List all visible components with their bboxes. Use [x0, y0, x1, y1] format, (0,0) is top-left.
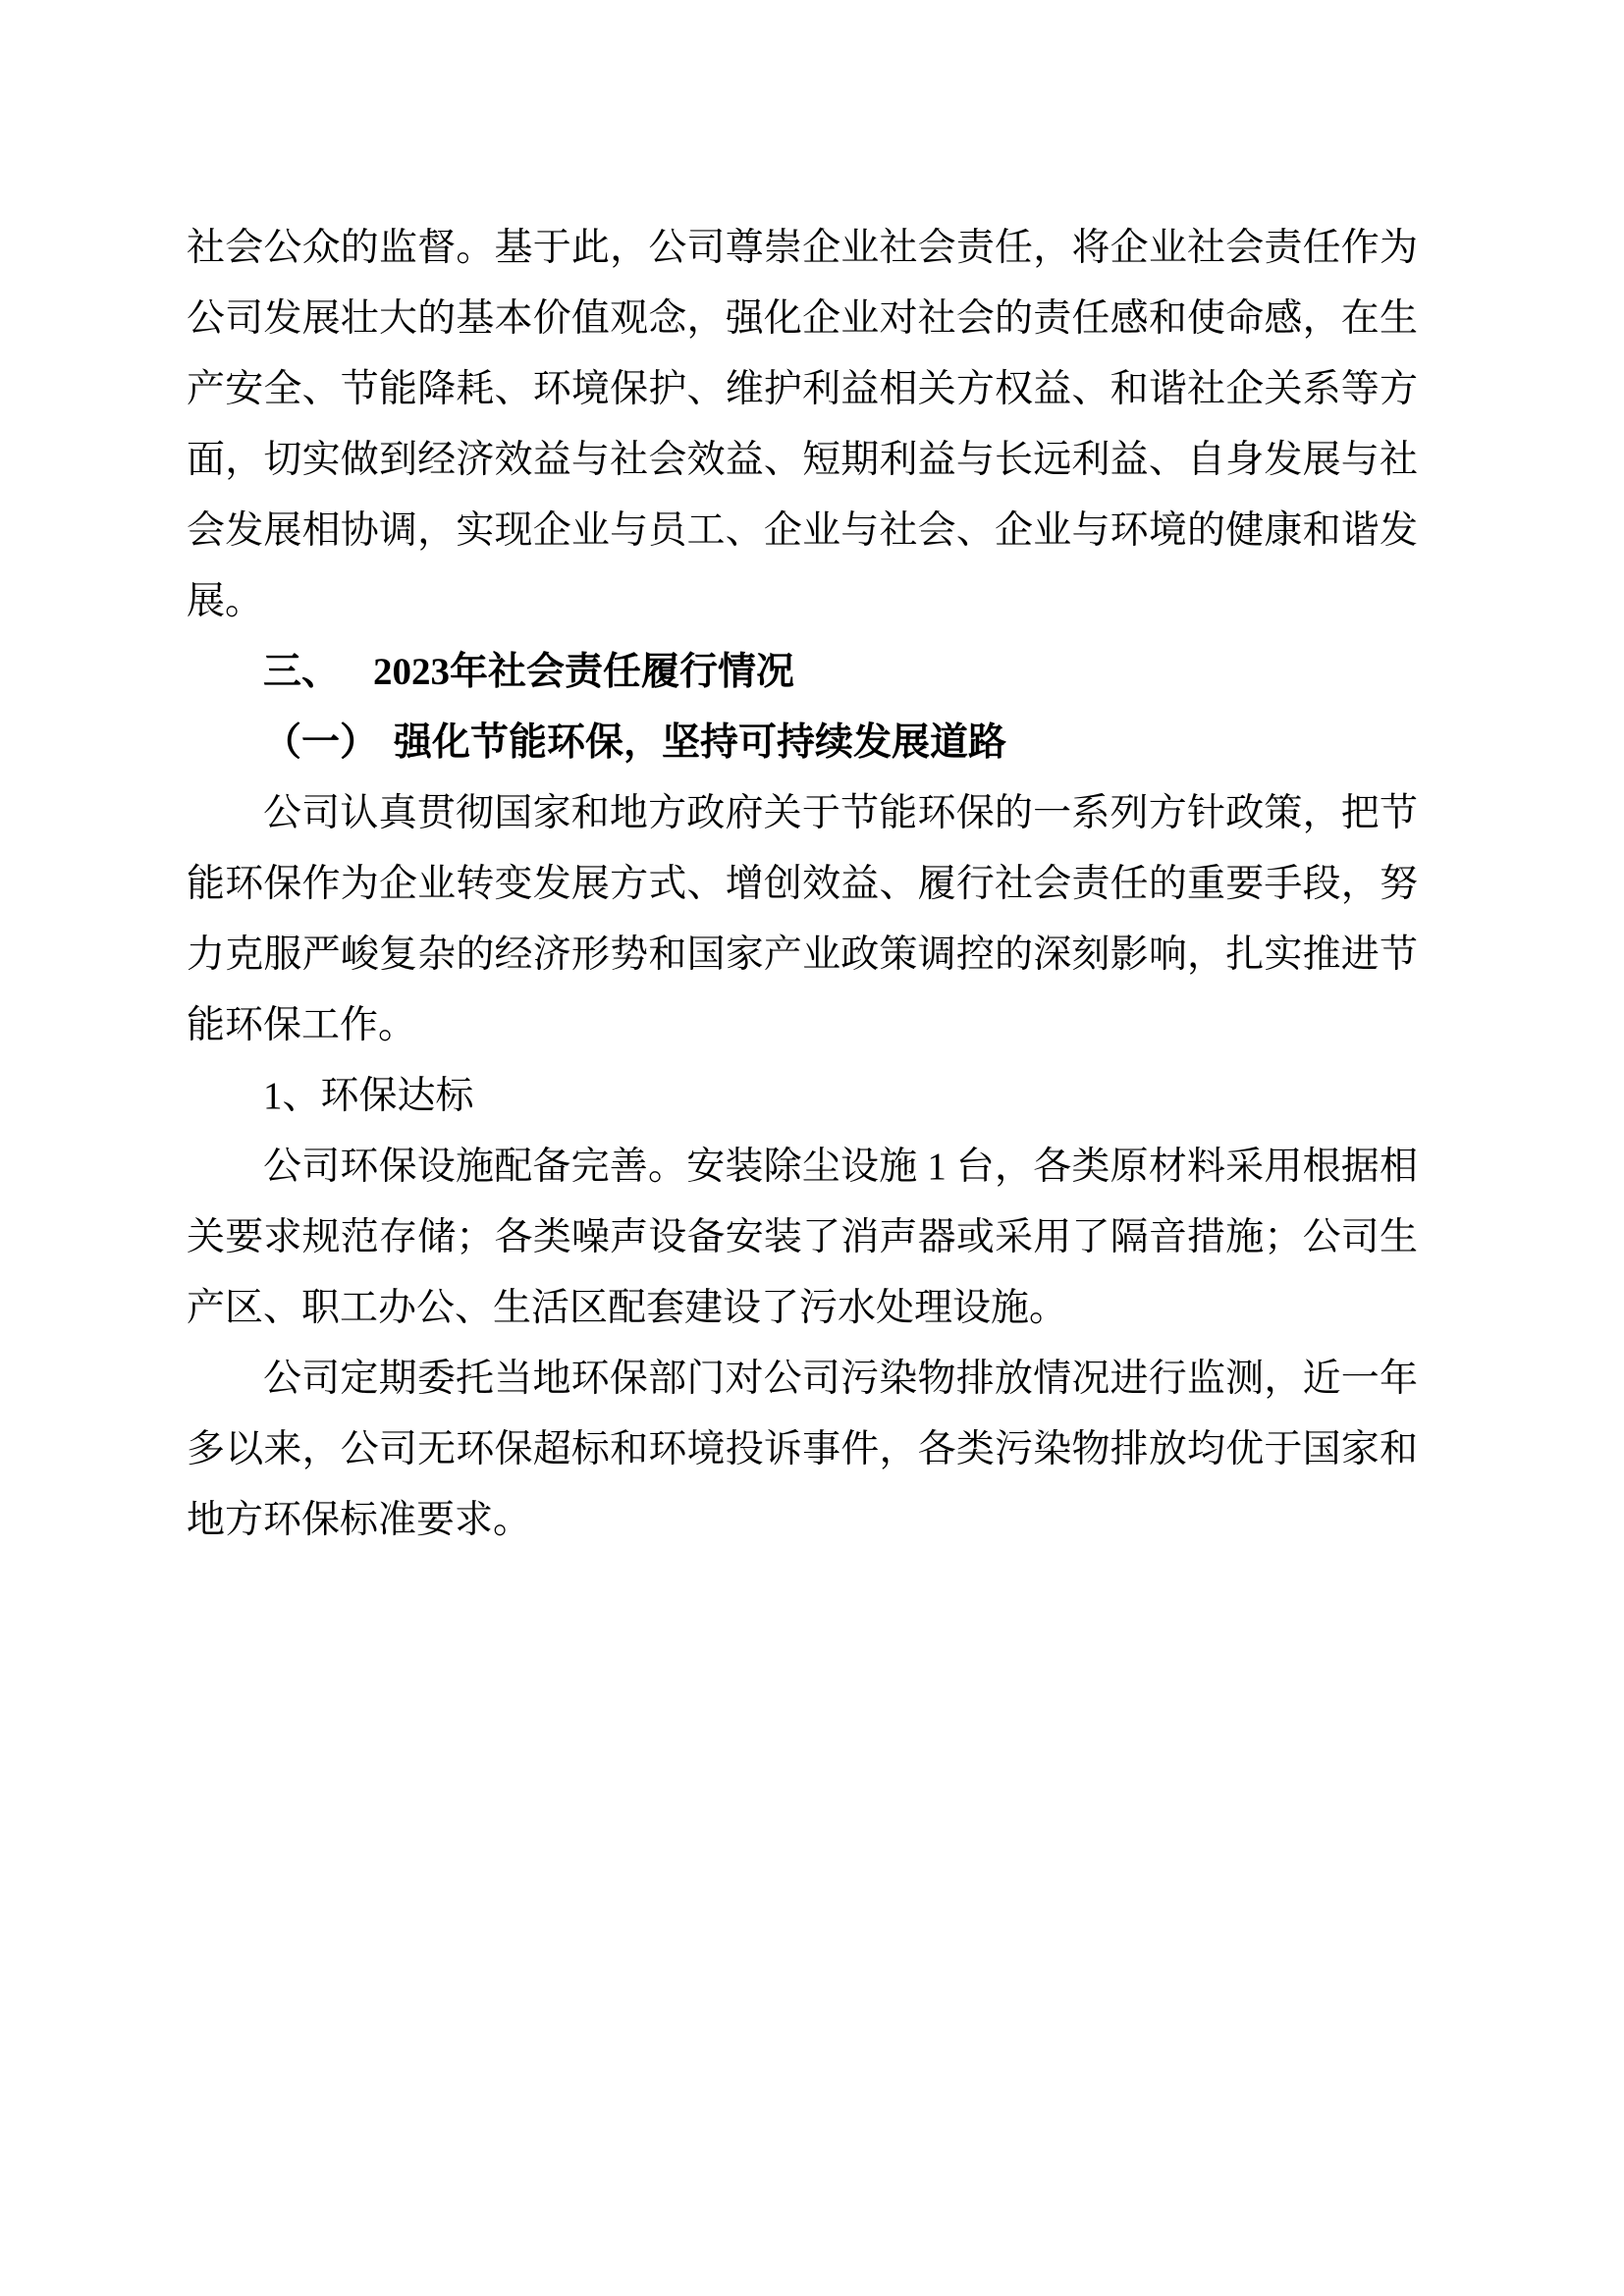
- text-line: 社会公众的监督。基于此，公司尊崇企业社会责任，将企业社会责任作为: [187, 227, 1418, 269]
- text-line: 地方环保标准要求。: [187, 1499, 532, 1541]
- text-line: 产区、职工办公、生活区配套建设了污水处理设施。: [187, 1287, 1068, 1329]
- document-content: [187, 213, 1418, 1556]
- text-line: 多以来，公司无环保超标和环境投诉事件，各类污染物排放均优于国家和: [187, 1428, 1418, 1470]
- text-line: 力克服严峻复杂的经济形势和国家产业政策调控的深刻影响，扎实推进节: [187, 934, 1418, 976]
- numbered-subheading: 1、环保达标: [263, 1075, 474, 1117]
- text-line: 能环保工作。: [187, 1004, 417, 1046]
- text-line: 会发展相协调，实现企业与员工、企业与社会、企业与环境的健康和谐发: [187, 509, 1418, 552]
- text-line: 能环保作为企业转变发展方式、增创效益、履行社会责任的重要手段，努: [187, 863, 1418, 905]
- text-line: 公司环保设施配备完善。安装除尘设施 1 台，各类原材料采用根据相: [263, 1146, 1418, 1188]
- section-heading-number: 三、: [263, 651, 341, 693]
- text-line: 公司定期委托当地环保部门对公司污染物排放情况进行监测，近一年: [263, 1358, 1418, 1400]
- paragraph: [187, 1344, 1418, 1556]
- paragraph: [187, 213, 1418, 637]
- section-heading-title: 2023年社会责任履行情况: [373, 651, 795, 693]
- paragraph: [187, 1132, 1418, 1344]
- text-line: 公司发展壮大的基本价值观念，强化企业对社会的责任感和使命感，在生: [187, 297, 1418, 340]
- text-line: 面，切实做到经济效益与社会效益、短期利益与长远利益、自身发展与社: [187, 439, 1418, 481]
- subsection-heading-title: 强化节能环保，坚持可持续发展道路: [394, 721, 1007, 764]
- text-line: 公司认真贯彻国家和地方政府关于节能环保的一系列方针政策，把节: [263, 792, 1418, 834]
- subsection-heading: [187, 708, 1418, 778]
- text-line: 关要求规范存储；各类噪声设备安装了消声器或采用了隔音措施；公司生: [187, 1216, 1418, 1258]
- section-heading: [187, 637, 1418, 708]
- text-line: 展。: [187, 580, 264, 622]
- text-line: 产安全、节能降耗、环境保护、维护利益相关方权益、和谐社企关系等方: [187, 368, 1418, 410]
- paragraph: [187, 778, 1418, 1061]
- subsection-heading-number: （一）: [263, 721, 379, 764]
